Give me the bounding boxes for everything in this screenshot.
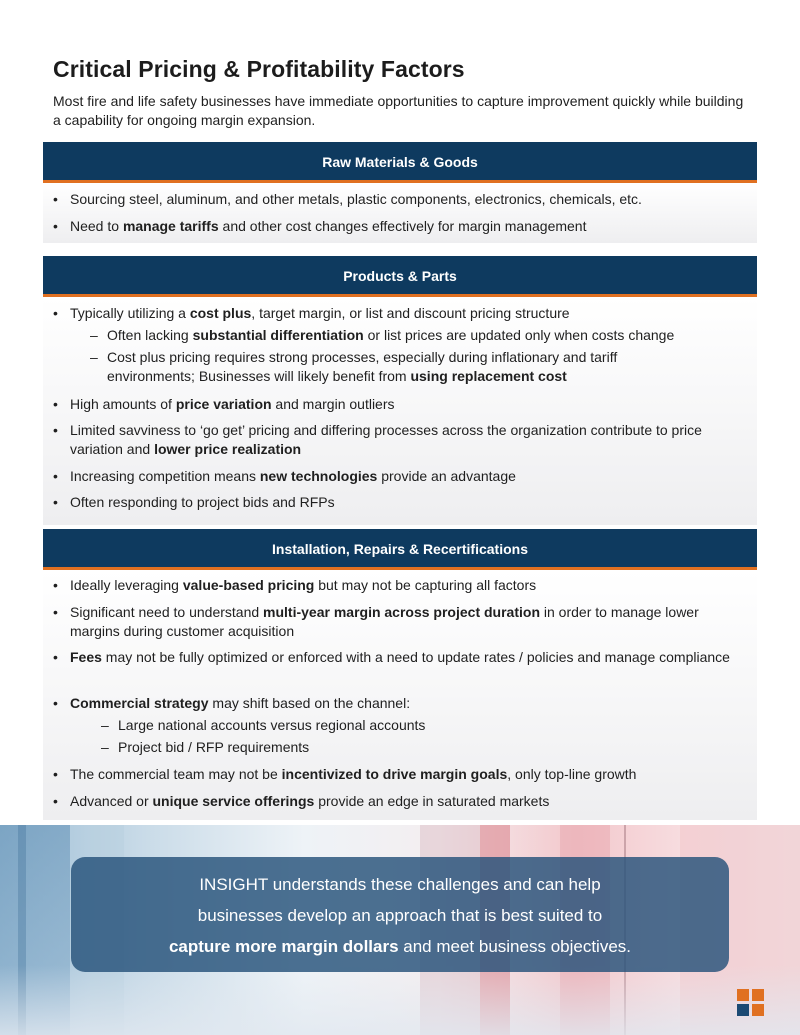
insight-line-2: businesses develop an approach that is best suited to bbox=[197, 906, 603, 925]
section-header-products-parts: Products & Parts bbox=[43, 256, 757, 297]
insight-line-1: INSIGHT understands these challenges and can help bbox=[199, 875, 601, 894]
list-item: • Sourcing steel, aluminum, and other metals, plastic components, electronics, chemicals, etc. bbox=[70, 190, 750, 209]
sub-list-item: – Large national accounts versus regional accounts bbox=[118, 716, 758, 735]
sub-list-item: – Often lacking substantial differentiation or list prices are updated only when costs change bbox=[107, 326, 747, 345]
list-item: • Advanced or unique service offerings provide an edge in saturated markets bbox=[70, 792, 750, 811]
list-item: • Limited savviness to ‘go get’ pricing and differing processes across the organization contribute to price variation and lower price realization bbox=[70, 421, 730, 459]
section-header-raw-materials: Raw Materials & Goods bbox=[43, 142, 757, 183]
section-header-installation: Installation, Repairs & Recertifications bbox=[43, 529, 757, 570]
list-item: • Ideally leveraging value-based pricing but may not be capturing all factors bbox=[70, 576, 750, 595]
section-body-installation bbox=[43, 570, 757, 820]
sub-list-item: – Project bid / RFP requirements bbox=[118, 738, 758, 757]
page-intro: Most fire and life safety businesses have immediate opportunities to capture improvement quickly while building a capability for ongoing margin expansion. bbox=[53, 93, 744, 128]
list-item: • Often responding to project bids and RFPs bbox=[70, 493, 750, 512]
list-item: • Fees may not be fully optimized or enforced with a need to update rates / policies and manage compliance bbox=[70, 648, 730, 667]
list-item: • Typically utilizing a cost plus, target margin, or list and discount pricing structure bbox=[70, 304, 750, 323]
list-item: • Increasing competition means new technologies provide an advantage bbox=[70, 467, 750, 486]
page-title: Critical Pricing & Profitability Factors bbox=[53, 56, 465, 82]
sub-list-item: – Cost plus pricing requires strong processes, especially during inflationary and tariff environments; Businesses will likely benefit from using replacement cost bbox=[107, 348, 707, 386]
insight-line-3: capture more margin dollars and meet business objectives. bbox=[168, 937, 632, 956]
section-body-products-parts bbox=[43, 297, 757, 525]
four-square-grid-logo-icon bbox=[737, 989, 764, 1016]
list-item: • Significant need to understand multi-year margin across project duration in order to manage lower margins during customer acquisition bbox=[70, 603, 750, 641]
list-item: • Need to manage tariffs and other cost changes effectively for margin management bbox=[70, 217, 750, 236]
section-body-raw-materials bbox=[43, 183, 757, 243]
list-item: • The commercial team may not be incentivized to drive margin goals, only top-line growth bbox=[70, 765, 750, 784]
insight-callout bbox=[71, 857, 729, 972]
list-item: • Commercial strategy may shift based on the channel: bbox=[70, 694, 750, 713]
list-item: • High amounts of price variation and margin outliers bbox=[70, 395, 750, 414]
